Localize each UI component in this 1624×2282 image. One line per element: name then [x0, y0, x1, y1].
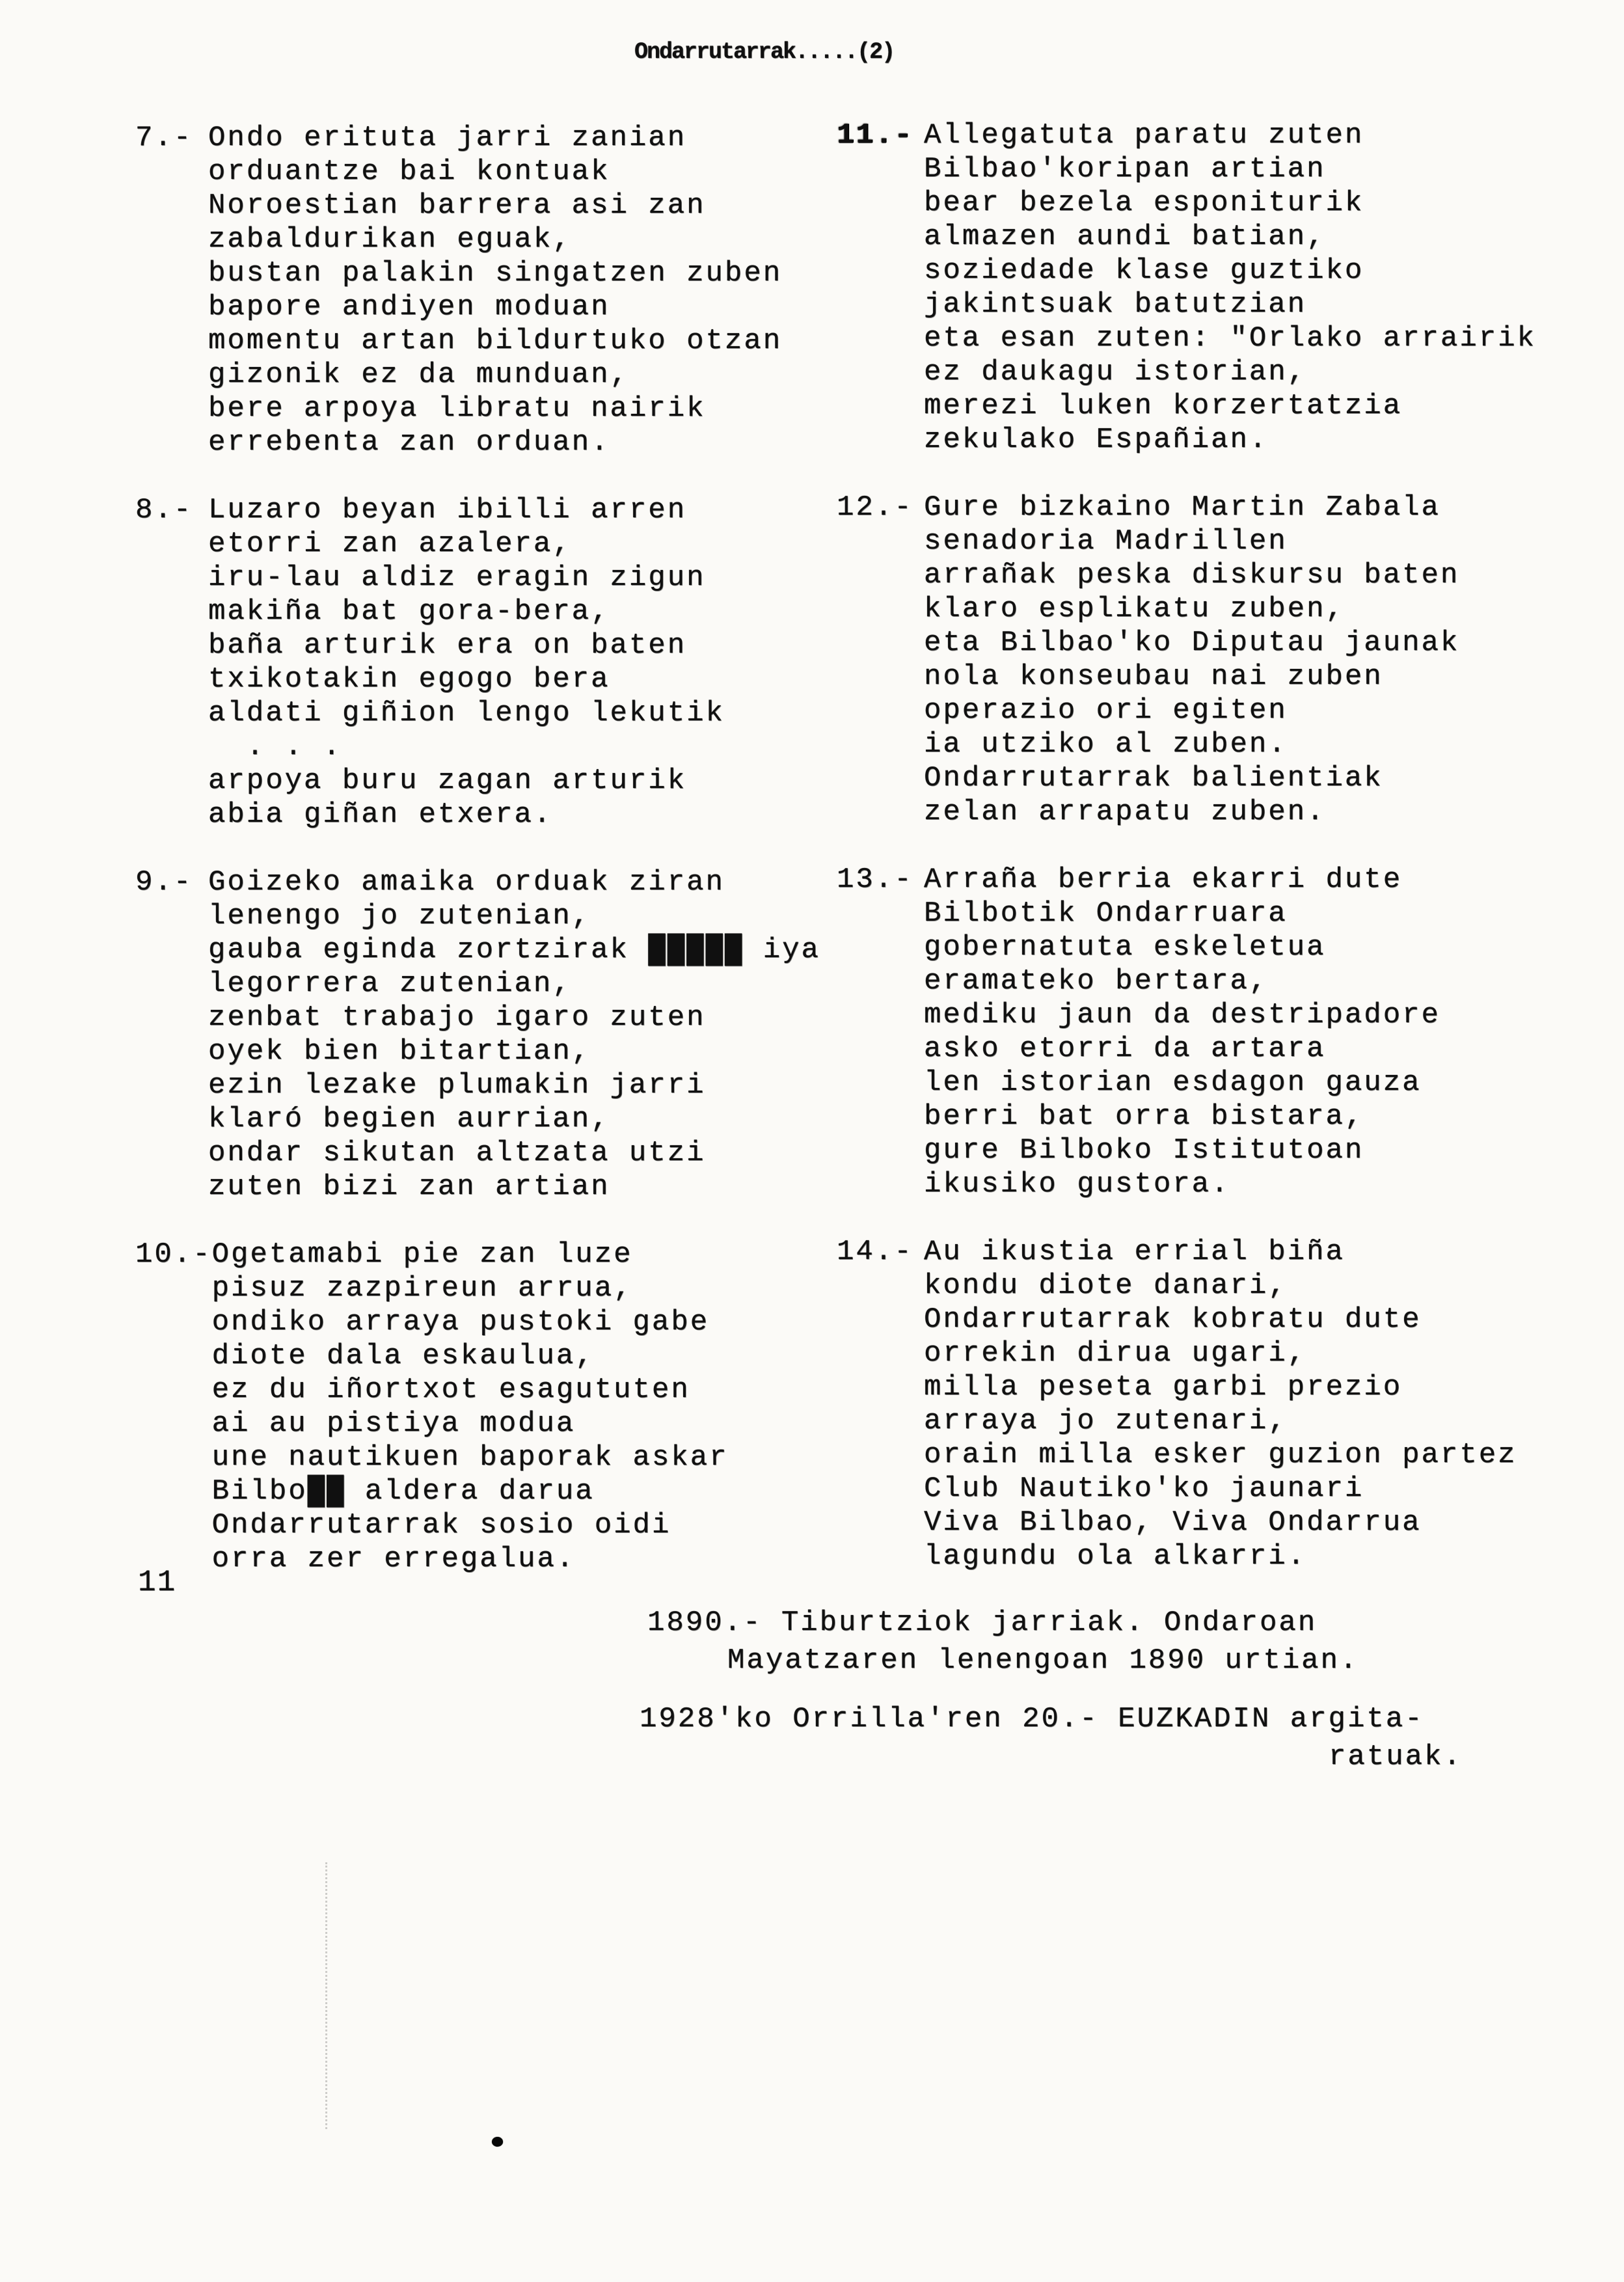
- poem-line: Gure bizkaino Martin Zabala: [924, 491, 1441, 524]
- poem-line: gauba eginda zortzirak █████ iya: [208, 934, 820, 966]
- poem-line: orrekin dirua ugari,: [924, 1337, 1307, 1370]
- poem-line: ia utziko al zuben.: [924, 728, 1288, 761]
- stanza: [837, 118, 1624, 457]
- stanza: [837, 491, 1624, 829]
- stanza-number: 11.-: [837, 119, 914, 152]
- poem-line: ondar sikutan altzata utzi: [208, 1137, 706, 1169]
- poem-line: klaro esplikatu zuben,: [924, 593, 1345, 625]
- page-number: 11: [138, 1566, 177, 1599]
- poem-line: ezin lezake plumakin jarri: [208, 1069, 706, 1102]
- stanza-lines: [924, 491, 1624, 829]
- stanza: [837, 863, 1624, 1201]
- poem-line: diote dala eskaulua,: [211, 1340, 595, 1372]
- poem-line: bear bezela esponiturik: [924, 187, 1364, 219]
- poem-line: jakintsuak batutzian: [924, 288, 1307, 321]
- poem-line: Ondo erituta jarri zanian: [208, 122, 687, 154]
- poem-line: zelan arrapatu zuben.: [924, 796, 1326, 828]
- poem-line: len istorian esdagon gauza: [924, 1066, 1422, 1099]
- poem-line: zabaldurikan eguak,: [208, 223, 572, 256]
- footer-publication-line-continued: ratuak.: [1329, 1741, 1463, 1773]
- ink-dot: [492, 2137, 503, 2147]
- poem-line: legorrera zutenian,: [208, 968, 572, 1000]
- poem-line: klaró begien aurrian,: [208, 1103, 610, 1135]
- poem-line: . . .: [208, 731, 342, 763]
- stanza: [837, 1235, 1624, 1573]
- poem-line: orra zer erregalua.: [211, 1543, 576, 1575]
- poem-line: oyek bien bitartian,: [208, 1035, 591, 1068]
- poem-line: etorri zan azalera,: [208, 528, 572, 560]
- stanza-number: 14.-: [837, 1236, 914, 1268]
- poem-line: Bilbotik Ondarruara: [924, 897, 1288, 930]
- poem-line: bustan palakin singatzen zuben: [208, 257, 783, 290]
- stanza-number: 8.-: [135, 494, 193, 526]
- poem-line: eta Bilbao'ko Diputau jaunak: [924, 627, 1460, 659]
- stanza: [135, 493, 923, 832]
- poem-line: Ogetamabi pie zan luze: [211, 1238, 633, 1271]
- poem-line: arraya jo zutenari,: [924, 1405, 1288, 1437]
- stanza-lines: [208, 121, 923, 459]
- poem-line: Viva Bilbao, Viva Ondarrua: [924, 1506, 1422, 1539]
- poem-line: asko etorri da artara: [924, 1033, 1326, 1065]
- stanza-number: 10.-: [135, 1238, 212, 1271]
- poem-line: Ondarrutarrak sosio oidi: [211, 1509, 671, 1542]
- poem-line: mediku jaun da destripadore: [924, 999, 1441, 1031]
- poem-column-right: [837, 118, 1624, 1607]
- poem-line: lagundu ola alkarri.: [924, 1540, 1307, 1573]
- poem-line: ez du iñortxot esagututen: [211, 1374, 690, 1406]
- poem-line: eramateko bertara,: [924, 965, 1269, 998]
- poem-line: txikotakin egogo bera: [208, 663, 610, 696]
- poem-line: ai au pistiya modua: [211, 1407, 576, 1440]
- poem-line: Ondarrutarrak kobratu dute: [924, 1303, 1422, 1336]
- poem-line: Allegatuta paratu zuten: [924, 119, 1364, 152]
- poem-line: ondiko arraya pustoki gabe: [211, 1306, 710, 1338]
- poem-column-left: [135, 121, 923, 1610]
- poem-line: abia giñan etxera.: [208, 798, 553, 831]
- poem-line: Bilbao'koripan artian: [924, 153, 1326, 185]
- poem-line: ikusiko gustora.: [924, 1168, 1230, 1201]
- poem-line: gizonik ez da munduan,: [208, 359, 629, 391]
- footer-date-line-1890-continued: Mayatzaren lenengoan 1890 urtian.: [727, 1644, 1359, 1677]
- poem-line: arpoya buru zagan arturik: [208, 765, 687, 797]
- poem-line: bapore andiyen moduan: [208, 291, 610, 323]
- poem-line: Ondarrutarrak balientiak: [924, 762, 1383, 795]
- poem-line: une nautikuen baporak askar: [211, 1441, 729, 1474]
- poem-line: zekulako Españian.: [924, 424, 1269, 456]
- poem-line: Arraña berria ekarri dute: [924, 863, 1403, 896]
- poem-line: Noroestian barrera asi zan: [208, 189, 706, 222]
- poem-line: zenbat trabajo igaro zuten: [208, 1001, 706, 1034]
- poem-line: almazen aundi batian,: [924, 221, 1326, 253]
- poem-line: baña arturik era on baten: [208, 629, 687, 662]
- poem-line: orduantze bai kontuak: [208, 156, 610, 188]
- poem-line: nola konseubau nai zuben: [924, 660, 1383, 693]
- stanza-number: 12.-: [837, 491, 914, 524]
- poem-line: operazio ori egiten: [924, 694, 1288, 727]
- poem-line: zuten bizi zan artian: [208, 1171, 610, 1203]
- poem-line: Luzaro beyan ibilli arren: [208, 494, 687, 526]
- poem-line: lenengo jo zutenian,: [208, 900, 591, 932]
- poem-line: Au ikustia errial biña: [924, 1236, 1345, 1268]
- poem-line: orain milla esker guzion partez: [924, 1439, 1517, 1471]
- poem-line: eta esan zuten: "Orlako arrairik: [924, 322, 1536, 355]
- poem-line: senadoria Madrillen: [924, 525, 1288, 558]
- poem-line: gobernatuta eskeletua: [924, 931, 1326, 964]
- poem-line: kondu diote danari,: [924, 1270, 1288, 1302]
- stanza-number: 13.-: [837, 863, 914, 896]
- stanza-lines: [924, 1235, 1624, 1573]
- poem-line: Bilbo██ aldera darua: [211, 1475, 595, 1508]
- scan-artifact-dotted-line: [325, 1862, 327, 2129]
- stanza-lines: [208, 865, 923, 1204]
- poem-line: soziedade klase guztiko: [924, 254, 1364, 287]
- poem-line: errebenta zan orduan.: [208, 426, 610, 459]
- poem-line: bere arpoya libratu nairik: [208, 392, 706, 425]
- footer-date-line-1890: 1890.- Tiburtziok jarriak. Ondaroan: [647, 1607, 1318, 1639]
- poem-line: arrañak peska diskursu baten: [924, 559, 1460, 591]
- stanza-number: 7.-: [135, 122, 193, 154]
- stanza-lines: [212, 1238, 923, 1576]
- poem-line: merezi luken korzertatzia: [924, 390, 1403, 422]
- stanza-number: 9.-: [135, 866, 193, 899]
- stanza: [135, 1238, 923, 1576]
- stanza-lines: [208, 493, 923, 832]
- stanza: [135, 121, 923, 459]
- stanza-lines: [924, 118, 1624, 457]
- stanza: [135, 865, 923, 1204]
- poem-line: aldati giñion lengo lekutik: [208, 697, 725, 729]
- poem-line: ez daukagu istorian,: [924, 356, 1307, 388]
- stanza-lines: [924, 863, 1624, 1201]
- poem-line: milla peseta garbi prezio: [924, 1371, 1403, 1404]
- poem-line: makiña bat gora-bera,: [208, 595, 610, 628]
- footer-publication-line-1928: 1928'ko Orrilla'ren 20.- EUZKADIN argita-: [640, 1703, 1424, 1735]
- poem-line: iru-lau aldiz eragin zigun: [208, 562, 706, 594]
- poem-line: Goizeko amaika orduak ziran: [208, 866, 725, 899]
- poem-line: Club Nautiko'ko jaunari: [924, 1473, 1364, 1505]
- poem-line: pisuz zazpireun arrua,: [211, 1272, 633, 1305]
- poem-line: berri bat orra bistara,: [924, 1100, 1364, 1133]
- poem-line: gure Bilboko Istitutoan: [924, 1134, 1364, 1167]
- poem-line: momentu artan bildurtuko otzan: [208, 325, 783, 357]
- page-title: Ondarrutarrak.....(2): [634, 39, 895, 65]
